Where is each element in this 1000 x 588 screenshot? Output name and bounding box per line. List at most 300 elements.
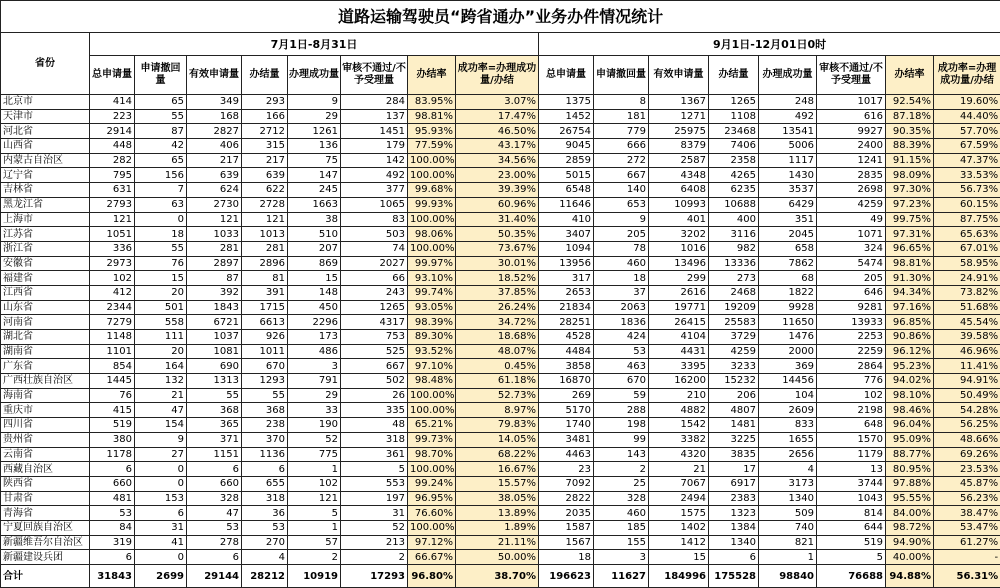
- value-cell: 30.01%: [456, 256, 539, 271]
- value-cell: 1017: [817, 95, 886, 110]
- value-cell: 98.10%: [886, 388, 934, 403]
- value-cell: 98.09%: [886, 168, 934, 183]
- value-cell: 65: [135, 95, 187, 110]
- value-cell: 43.17%: [456, 139, 539, 154]
- value-cell: 99.73%: [408, 432, 456, 447]
- value-cell: 95.55%: [886, 491, 934, 506]
- value-cell: 10993: [649, 197, 709, 212]
- value-cell: 10919: [288, 565, 341, 588]
- value-cell: 6235: [709, 183, 759, 198]
- value-cell: 1271: [649, 109, 709, 124]
- value-cell: 198: [594, 418, 649, 433]
- value-cell: 25: [594, 476, 649, 491]
- province-cell: 重庆市: [1, 403, 90, 418]
- value-cell: 40.00%: [886, 550, 934, 565]
- table-row: [1, 153, 1000, 168]
- province-cell: 山西省: [1, 139, 90, 154]
- value-cell: 148: [288, 285, 341, 300]
- value-cell: 5: [288, 506, 341, 521]
- value-cell: 2656: [759, 447, 817, 462]
- value-cell: 147: [288, 168, 341, 183]
- value-cell: 44.40%: [934, 109, 1000, 124]
- value-cell: 97.10%: [408, 359, 456, 374]
- value-cell: 102: [288, 476, 341, 491]
- value-cell: 13496: [649, 256, 709, 271]
- value-cell: 17: [709, 462, 759, 477]
- value-cell: 76: [135, 256, 187, 271]
- value-cell: 2914: [90, 124, 135, 139]
- value-cell: 1065: [341, 197, 408, 212]
- value-cell: 100.00%: [408, 212, 456, 227]
- value-cell: 8379: [649, 139, 709, 154]
- value-cell: 648: [817, 418, 886, 433]
- value-cell: 450: [288, 300, 341, 315]
- value-cell: 6408: [649, 183, 709, 198]
- value-cell: 365: [187, 418, 242, 433]
- value-cell: 87.18%: [886, 109, 934, 124]
- value-cell: 81: [242, 271, 288, 286]
- value-cell: 36: [242, 506, 288, 521]
- value-cell: 3407: [539, 227, 594, 242]
- province-cell: 合计: [1, 565, 90, 588]
- value-cell: 2: [594, 462, 649, 477]
- value-cell: 94.91%: [934, 374, 1000, 389]
- value-cell: 76688: [817, 565, 886, 588]
- value-cell: 336: [90, 241, 135, 256]
- value-cell: 17.47%: [456, 109, 539, 124]
- value-cell: 273: [709, 271, 759, 286]
- value-cell: 2253: [817, 330, 886, 345]
- value-cell: 2793: [90, 197, 135, 212]
- value-cell: 1481: [709, 418, 759, 433]
- value-cell: 23468: [709, 124, 759, 139]
- value-cell: 2: [341, 550, 408, 565]
- table-row: [1, 285, 1000, 300]
- value-cell: 98.70%: [408, 447, 456, 462]
- value-cell: 281: [242, 241, 288, 256]
- value-cell: 98.46%: [886, 403, 934, 418]
- value-cell: 644: [817, 520, 886, 535]
- value-cell: 502: [341, 374, 408, 389]
- value-cell: 2400: [817, 139, 886, 154]
- value-cell: 1261: [288, 124, 341, 139]
- value-cell: -: [934, 550, 1000, 565]
- value-cell: 270: [242, 535, 288, 550]
- value-cell: 99.93%: [408, 197, 456, 212]
- value-cell: 1136: [242, 447, 288, 462]
- value-cell: 2698: [817, 183, 886, 198]
- value-cell: 4484: [539, 344, 594, 359]
- value-cell: 4317: [341, 315, 408, 330]
- value-cell: 26: [341, 388, 408, 403]
- value-cell: 213: [341, 535, 408, 550]
- value-cell: 2063: [594, 300, 649, 315]
- value-cell: 400: [709, 212, 759, 227]
- value-cell: 97.30%: [886, 183, 934, 198]
- value-cell: 2494: [649, 491, 709, 506]
- value-cell: 2468: [709, 285, 759, 300]
- value-cell: 2728: [242, 197, 288, 212]
- table-row: [1, 241, 1000, 256]
- value-cell: 76: [90, 388, 135, 403]
- value-cell: 98.39%: [408, 315, 456, 330]
- value-cell: 1094: [539, 241, 594, 256]
- value-cell: 1445: [90, 374, 135, 389]
- value-cell: 53: [594, 344, 649, 359]
- value-cell: 2: [288, 550, 341, 565]
- value-cell: 34.56%: [456, 153, 539, 168]
- value-cell: 210: [649, 388, 709, 403]
- column-header: 申请撤回量: [135, 56, 187, 95]
- table-row: [1, 374, 1000, 389]
- value-cell: 2035: [539, 506, 594, 521]
- value-cell: 33.53%: [934, 168, 1000, 183]
- value-cell: 481: [90, 491, 135, 506]
- value-cell: 1148: [90, 330, 135, 345]
- value-cell: 96.85%: [886, 315, 934, 330]
- value-cell: 19209: [709, 300, 759, 315]
- value-cell: 3481: [539, 432, 594, 447]
- value-cell: 639: [187, 168, 242, 183]
- value-cell: 324: [817, 241, 886, 256]
- value-cell: 19771: [649, 300, 709, 315]
- value-cell: 153: [135, 491, 187, 506]
- column-header: 办结率: [408, 56, 456, 95]
- value-cell: 154: [135, 418, 187, 433]
- value-cell: 164: [135, 359, 187, 374]
- value-cell: 1570: [817, 432, 886, 447]
- value-cell: 3835: [709, 447, 759, 462]
- value-cell: 2712: [242, 124, 288, 139]
- value-cell: 368: [187, 403, 242, 418]
- value-cell: 9045: [539, 139, 594, 154]
- value-cell: 6: [187, 550, 242, 565]
- value-cell: 795: [90, 168, 135, 183]
- value-cell: 93.52%: [408, 344, 456, 359]
- value-cell: 97.88%: [886, 476, 934, 491]
- value-cell: 156: [135, 168, 187, 183]
- value-cell: 6: [90, 550, 135, 565]
- column-header: 审核不通过/不予受理量: [341, 56, 408, 95]
- value-cell: 3116: [709, 227, 759, 242]
- value-cell: 48.66%: [934, 432, 1000, 447]
- value-cell: 272: [594, 153, 649, 168]
- value-cell: 74: [341, 241, 408, 256]
- value-cell: 95.09%: [886, 432, 934, 447]
- value-cell: 83.95%: [408, 95, 456, 110]
- value-cell: 1412: [649, 535, 709, 550]
- value-cell: 6: [709, 550, 759, 565]
- value-cell: 7279: [90, 315, 135, 330]
- value-cell: 299: [649, 271, 709, 286]
- value-cell: 248: [759, 95, 817, 110]
- value-cell: 55: [135, 241, 187, 256]
- value-cell: 184996: [649, 565, 709, 588]
- value-cell: 335: [341, 403, 408, 418]
- value-cell: 83: [341, 212, 408, 227]
- value-cell: 3858: [539, 359, 594, 374]
- value-cell: 92.54%: [886, 95, 934, 110]
- value-cell: 185: [594, 520, 649, 535]
- value-cell: 1452: [539, 109, 594, 124]
- value-cell: 21834: [539, 300, 594, 315]
- value-cell: 2653: [539, 285, 594, 300]
- value-cell: 77.59%: [408, 139, 456, 154]
- province-cell: 江西省: [1, 285, 90, 300]
- table-row: [1, 491, 1000, 506]
- value-cell: 4348: [649, 168, 709, 183]
- value-cell: 1587: [539, 520, 594, 535]
- value-cell: 1179: [817, 447, 886, 462]
- value-cell: 6548: [539, 183, 594, 198]
- value-cell: 52.73%: [456, 388, 539, 403]
- value-cell: 76.60%: [408, 506, 456, 521]
- table-row: [1, 227, 1000, 242]
- value-cell: 45.87%: [934, 476, 1000, 491]
- value-cell: 14456: [759, 374, 817, 389]
- value-cell: 1340: [759, 491, 817, 506]
- value-cell: 371: [187, 432, 242, 447]
- value-cell: 31: [135, 520, 187, 535]
- value-cell: 667: [594, 168, 649, 183]
- value-cell: 38: [288, 212, 341, 227]
- value-cell: 61.27%: [934, 535, 1000, 550]
- value-cell: 91.30%: [886, 271, 934, 286]
- value-cell: 58.95%: [934, 256, 1000, 271]
- value-cell: 9: [594, 212, 649, 227]
- value-cell: 293: [242, 95, 288, 110]
- column-header: 办理成功量: [759, 56, 817, 95]
- value-cell: 88.39%: [886, 139, 934, 154]
- value-cell: 97.31%: [886, 227, 934, 242]
- value-cell: 2358: [709, 153, 759, 168]
- value-cell: 205: [594, 227, 649, 242]
- value-cell: 7406: [709, 139, 759, 154]
- value-cell: 463: [594, 359, 649, 374]
- value-cell: 779: [594, 124, 649, 139]
- province-cell: 山东省: [1, 300, 90, 315]
- value-cell: 1384: [709, 520, 759, 535]
- value-cell: 1293: [242, 374, 288, 389]
- value-cell: 814: [817, 506, 886, 521]
- value-cell: 206: [709, 388, 759, 403]
- value-cell: 501: [135, 300, 187, 315]
- value-cell: 510: [288, 227, 341, 242]
- value-cell: 100.00%: [408, 153, 456, 168]
- value-cell: 39.58%: [934, 330, 1000, 345]
- value-cell: 740: [759, 520, 817, 535]
- value-cell: 46.96%: [934, 344, 1000, 359]
- province-cell: 江苏省: [1, 227, 90, 242]
- province-cell: 新疆维吾尔自治区: [1, 535, 90, 550]
- value-cell: 622: [242, 183, 288, 198]
- value-cell: 99.75%: [886, 212, 934, 227]
- value-cell: 57.70%: [934, 124, 1000, 139]
- value-cell: 28212: [242, 565, 288, 588]
- value-cell: 2822: [539, 491, 594, 506]
- value-cell: 98.81%: [886, 256, 934, 271]
- value-cell: 15: [135, 271, 187, 286]
- value-cell: 13541: [759, 124, 817, 139]
- value-cell: 95.93%: [408, 124, 456, 139]
- value-cell: 96.65%: [886, 241, 934, 256]
- value-cell: 1402: [649, 520, 709, 535]
- value-cell: 9281: [817, 300, 886, 315]
- value-cell: 196623: [539, 565, 594, 588]
- value-cell: 319: [90, 535, 135, 550]
- value-cell: 238: [242, 418, 288, 433]
- value-cell: 11627: [594, 565, 649, 588]
- value-cell: 31.40%: [456, 212, 539, 227]
- table-row: [1, 271, 1000, 286]
- value-cell: 99.68%: [408, 183, 456, 198]
- value-cell: 317: [539, 271, 594, 286]
- value-cell: 5015: [539, 168, 594, 183]
- value-cell: 821: [759, 535, 817, 550]
- value-cell: 140: [594, 183, 649, 198]
- value-cell: 3395: [649, 359, 709, 374]
- value-cell: 4259: [709, 344, 759, 359]
- value-cell: 631: [90, 183, 135, 198]
- table-row: [1, 256, 1000, 271]
- value-cell: 1340: [709, 535, 759, 550]
- table-row: [1, 168, 1000, 183]
- value-cell: 4882: [649, 403, 709, 418]
- value-cell: 1117: [759, 153, 817, 168]
- value-cell: 99: [594, 432, 649, 447]
- value-cell: 47: [187, 506, 242, 521]
- value-cell: 94.34%: [886, 285, 934, 300]
- table-row: [1, 550, 1000, 565]
- value-cell: 3382: [649, 432, 709, 447]
- value-cell: 50.00%: [456, 550, 539, 565]
- value-cell: 41: [135, 535, 187, 550]
- value-cell: 410: [539, 212, 594, 227]
- value-cell: 49: [817, 212, 886, 227]
- value-cell: 68.22%: [456, 447, 539, 462]
- value-cell: 2699: [135, 565, 187, 588]
- value-cell: 1101: [90, 344, 135, 359]
- value-cell: 84.00%: [886, 506, 934, 521]
- value-cell: 56.23%: [934, 491, 1000, 506]
- value-cell: 519: [817, 535, 886, 550]
- table-row: [1, 476, 1000, 491]
- value-cell: 406: [187, 139, 242, 154]
- value-cell: 13: [817, 462, 886, 477]
- column-header: 成功率=办理成功量/办结: [456, 56, 539, 95]
- value-cell: 9: [135, 432, 187, 447]
- value-cell: 84: [90, 520, 135, 535]
- value-cell: 670: [594, 374, 649, 389]
- value-cell: 207: [288, 241, 341, 256]
- value-cell: 14.05%: [456, 432, 539, 447]
- value-cell: 368: [242, 403, 288, 418]
- value-cell: 78: [594, 241, 649, 256]
- value-cell: 1037: [187, 330, 242, 345]
- value-cell: 3.07%: [456, 95, 539, 110]
- value-cell: 377: [341, 183, 408, 198]
- value-cell: 926: [242, 330, 288, 345]
- value-cell: 1071: [817, 227, 886, 242]
- province-cell: 陕西省: [1, 476, 90, 491]
- value-cell: 4320: [649, 447, 709, 462]
- value-cell: 370: [242, 432, 288, 447]
- province-cell: 宁夏回族自治区: [1, 520, 90, 535]
- value-cell: 6: [90, 462, 135, 477]
- value-cell: 1043: [817, 491, 886, 506]
- value-cell: 55: [242, 388, 288, 403]
- value-cell: 100.00%: [408, 388, 456, 403]
- value-cell: 2045: [759, 227, 817, 242]
- value-cell: 13336: [709, 256, 759, 271]
- value-cell: 4104: [649, 330, 709, 345]
- value-cell: 94.02%: [886, 374, 934, 389]
- value-cell: 1011: [242, 344, 288, 359]
- value-cell: 18.52%: [456, 271, 539, 286]
- value-cell: 47: [135, 403, 187, 418]
- value-cell: 51.68%: [934, 300, 1000, 315]
- value-cell: 667: [341, 359, 408, 374]
- value-cell: 104: [759, 388, 817, 403]
- column-header: 审核不通过/不予受理量: [817, 56, 886, 95]
- province-header: 省份: [1, 33, 90, 95]
- value-cell: 53: [90, 506, 135, 521]
- value-cell: 97.12%: [408, 535, 456, 550]
- value-cell: 65.21%: [408, 418, 456, 433]
- value-cell: 97.16%: [886, 300, 934, 315]
- province-cell: 天津市: [1, 109, 90, 124]
- value-cell: 1.89%: [456, 520, 539, 535]
- value-cell: 67.01%: [934, 241, 1000, 256]
- value-cell: 136: [288, 139, 341, 154]
- value-cell: 121: [288, 491, 341, 506]
- value-cell: 46.50%: [456, 124, 539, 139]
- table-row: [1, 359, 1000, 374]
- value-cell: 121: [242, 212, 288, 227]
- value-cell: 1663: [288, 197, 341, 212]
- value-cell: 243: [341, 285, 408, 300]
- column-header: 总申请量: [90, 56, 135, 95]
- value-cell: 54.28%: [934, 403, 1000, 418]
- value-cell: 38.70%: [456, 565, 539, 588]
- province-cell: 贵州省: [1, 432, 90, 447]
- table-row: [1, 197, 1000, 212]
- value-cell: 18.68%: [456, 330, 539, 345]
- value-cell: 6721: [187, 315, 242, 330]
- value-cell: 68: [759, 271, 817, 286]
- province-cell: 吉林省: [1, 183, 90, 198]
- value-cell: 315: [242, 139, 288, 154]
- value-cell: 1323: [709, 506, 759, 521]
- value-cell: 73.67%: [456, 241, 539, 256]
- value-cell: 96.95%: [408, 491, 456, 506]
- table-row: [1, 520, 1000, 535]
- column-header: 办理成功量: [288, 56, 341, 95]
- value-cell: 415: [90, 403, 135, 418]
- value-cell: 98.72%: [886, 520, 934, 535]
- value-cell: 639: [242, 168, 288, 183]
- value-cell: 55: [187, 388, 242, 403]
- value-cell: 1033: [187, 227, 242, 242]
- value-cell: 3: [288, 359, 341, 374]
- value-cell: 4431: [649, 344, 709, 359]
- value-cell: 982: [709, 241, 759, 256]
- value-cell: 1013: [242, 227, 288, 242]
- value-cell: 53.47%: [934, 520, 1000, 535]
- value-cell: 1715: [242, 300, 288, 315]
- province-cell: 上海市: [1, 212, 90, 227]
- value-cell: 75: [288, 153, 341, 168]
